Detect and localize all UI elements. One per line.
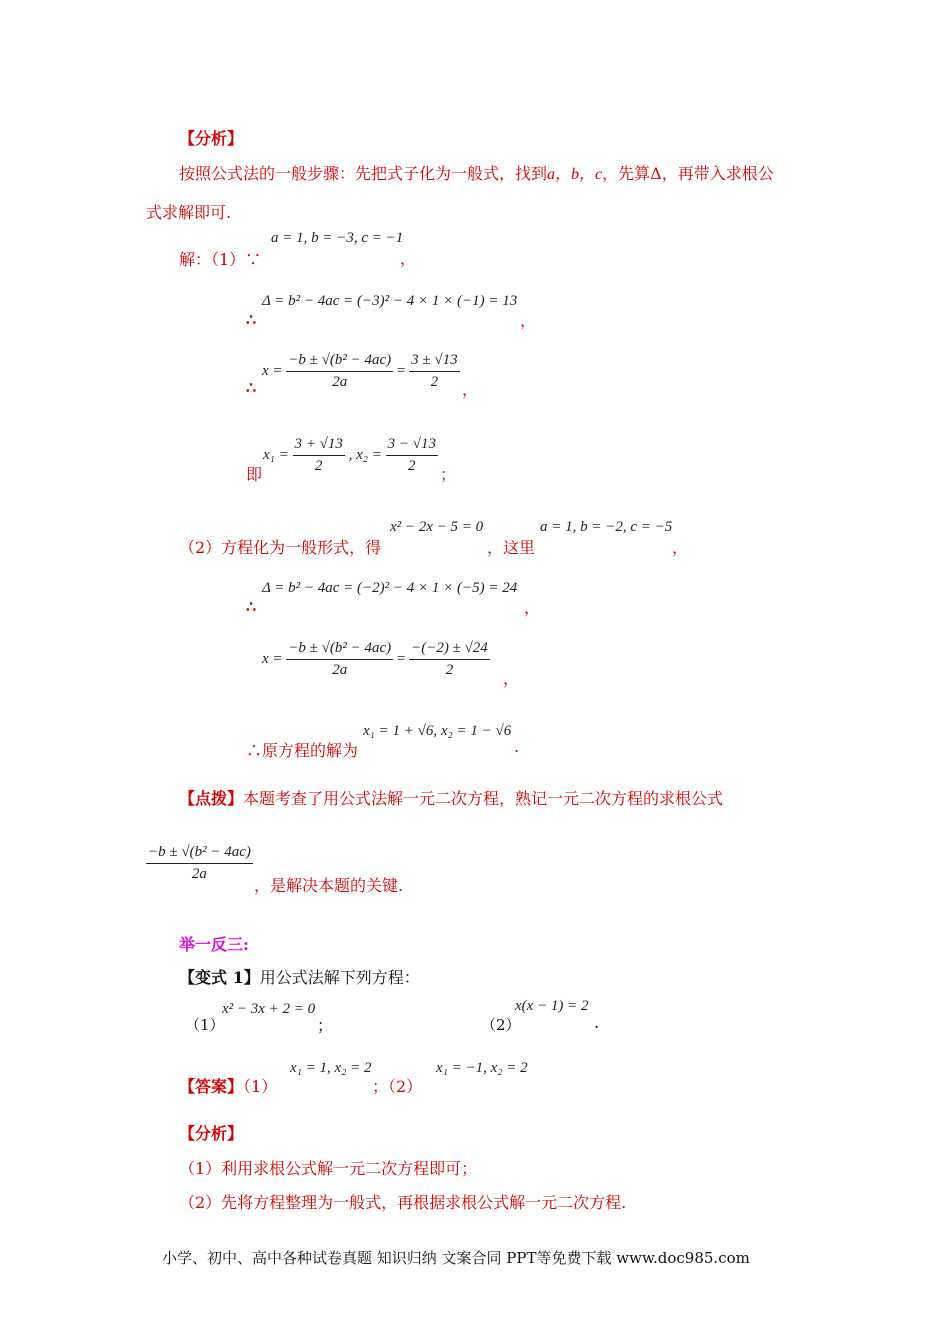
formula-denominator: 2a — [332, 374, 348, 390]
footer: 小学、初中、高中各种试卷真题 知识归纳 文案合同 PPT等免费下载 www.doc985.com — [162, 1249, 750, 1267]
x2-fraction — [386, 436, 438, 475]
q2-period: . — [594, 1013, 600, 1032]
variant-line — [179, 965, 420, 988]
sol2-abc: a = 1, b = −2, c = −5 — [540, 519, 673, 535]
tip-formula-fraction — [146, 844, 253, 883]
answer-label: 【答案】 — [179, 1077, 244, 1096]
tip-label: 【点拨】 — [179, 789, 244, 808]
sol2-prefix: （2）方程化为一般形式，得 — [179, 538, 382, 557]
analysis2-line2: （2）先将方程整理为一般式，再根据求根公式解一元二次方程. — [179, 1193, 627, 1212]
x-lhs: x = — [262, 362, 283, 379]
formula-numerator-2: −b ± √(b² − 4ac) — [286, 640, 393, 660]
sol1-x-comma: ， — [462, 380, 479, 399]
variant-label: 【变式 1】 — [179, 968, 260, 987]
sol2-period: . — [514, 737, 520, 756]
sol2-x-fraction — [409, 640, 490, 679]
formula-fraction-2 — [286, 640, 393, 679]
sol1-comma: ， — [400, 249, 417, 268]
tip-line — [179, 786, 723, 809]
section-title: 举一反三: — [179, 935, 249, 954]
tip-text: 本题考查了用公式法解一元二次方程，熟记一元二次方程的求根公式 — [243, 789, 724, 808]
sol2-x-denominator: 2 — [445, 662, 454, 678]
tip-tail: ，是解决本题的关键. — [254, 876, 404, 895]
sol2-here: ，这里 — [487, 538, 536, 557]
sol2-delta: Δ = b² − 4ac = (−2)² − 4 × 1 × (−5) = 24 — [262, 580, 518, 596]
sol2-x-comma: ， — [503, 669, 520, 688]
sol2-comma: ， — [672, 538, 689, 557]
sol2-delta-comma: ， — [524, 598, 541, 617]
x1-denominator: 2 — [314, 458, 323, 474]
analysis-line2: 式求解即可. — [146, 203, 232, 222]
answer-line — [179, 1074, 277, 1097]
q1-equation: x² − 3x + 2 = 0 — [222, 1001, 316, 1017]
sol1-abc: a = 1, b = −3, c = −1 — [271, 230, 404, 246]
sol2-answer-prefix: ∴原方程的解为 — [246, 741, 359, 760]
formula-denominator-2: 2a — [332, 662, 348, 678]
solution-prefix: 解：（1）∵ — [179, 250, 262, 269]
answer-separator: ；（2） — [372, 1077, 423, 1096]
x1-fraction — [293, 436, 345, 475]
sol1-roots — [263, 436, 438, 475]
x2-numerator: 3 − √13 — [386, 436, 438, 456]
tip-formula — [146, 844, 253, 883]
formula-fraction — [286, 352, 393, 391]
q2-label: （2） — [481, 1016, 521, 1034]
answer-2: x₁ = −1, x₂ = 2 — [436, 1060, 528, 1076]
analysis2-heading: 【分析】 — [179, 1124, 244, 1143]
therefore-2: ∴ — [246, 378, 257, 397]
sol1-x-numerator: 3 ± √13 — [409, 352, 459, 372]
x1-lhs: x₁ = — [263, 446, 289, 463]
analysis-text: 按照公式法的一般步骤：先把式子化为一般式，找到 — [179, 164, 548, 183]
q2-equation: x(x − 1) = 2 — [515, 998, 589, 1014]
analysis-text-b: ，先算 — [602, 164, 651, 183]
q1-label: （1） — [185, 1016, 225, 1034]
equals-sign: = — [396, 362, 406, 379]
x-lhs-2: x = — [262, 650, 283, 667]
sol1-delta-comma: ， — [520, 311, 537, 330]
sol1-x-expression — [262, 352, 460, 391]
sol2-x-expression — [262, 640, 490, 679]
analysis-line1 — [179, 161, 774, 184]
analysis-text-c: ，再带入求根公 — [661, 164, 774, 183]
sol1-semicolon: ； — [440, 465, 457, 484]
sol1-x-fraction — [409, 352, 459, 391]
equals-sign-2: = — [396, 650, 406, 667]
q1-semicolon: ； — [317, 1016, 334, 1035]
formula-numerator: −b ± √(b² − 4ac) — [286, 352, 393, 372]
tip-formula-numerator: −b ± √(b² − 4ac) — [146, 844, 253, 864]
ans1-label: （1） — [243, 1077, 278, 1096]
x2-denominator: 2 — [408, 458, 416, 474]
sol2-answer: x₁ = 1 + √6, x₂ = 1 − √6 — [363, 723, 512, 739]
therefore-1: ∴ — [246, 310, 257, 329]
analysis-abc: a，b，c — [547, 166, 603, 183]
x1-numerator: 3 + √13 — [293, 436, 345, 456]
sol1-x-denominator: 2 — [430, 374, 439, 390]
analysis-heading: 【分析】 — [179, 129, 244, 148]
therefore-3: ∴ — [246, 597, 257, 616]
analysis-delta: Δ — [650, 164, 662, 183]
ji-label: 即 — [246, 465, 263, 484]
analysis2-line1: （1）利用求根公式解一元二次方程即可； — [179, 1159, 478, 1178]
tip-formula-denominator: 2a — [191, 866, 207, 882]
sol2-equation: x² − 2x − 5 = 0 — [390, 519, 484, 535]
sol1-delta: Δ = b² − 4ac = (−3)² − 4 × 1 × (−1) = 13 — [262, 293, 518, 309]
sol2-x-numerator: −(−2) ± √24 — [409, 640, 490, 660]
x2-lhs: , x₂ = — [348, 446, 382, 463]
answer-1: x₁ = 1, x₂ = 2 — [290, 1060, 372, 1076]
variant-text: 用公式法解下列方程： — [259, 968, 420, 987]
